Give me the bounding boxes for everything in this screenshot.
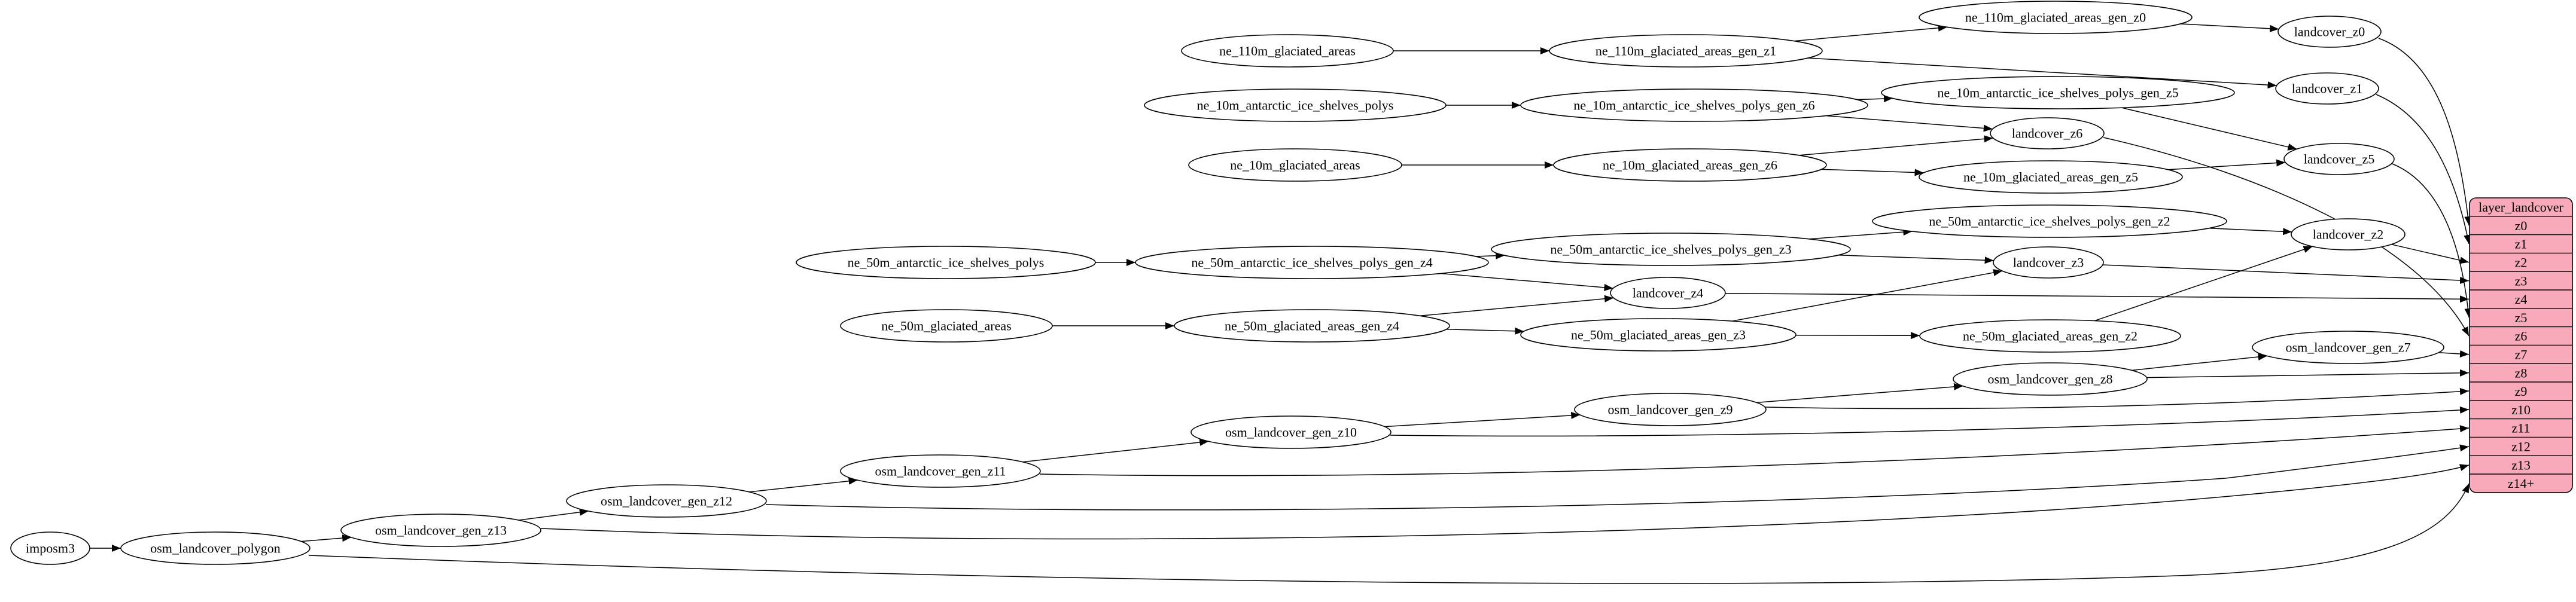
node-ne_10m_glaciated_areas_gen_z6-label: ne_10m_glaciated_areas_gen_z6 xyxy=(1603,157,1777,173)
node-imposm3 xyxy=(11,532,90,564)
node-ne_110m_glaciated_areas_gen_z0-label: ne_110m_glaciated_areas_gen_z0 xyxy=(1965,10,2146,25)
node-osm_landcover_polygon xyxy=(121,532,310,564)
node-ne_10m_antarctic_ice_shelves_polys-label: ne_10m_antarctic_ice_shelves_polys xyxy=(1196,97,1394,113)
node-ne_10m_glaciated_areas_gen_z5 xyxy=(1919,161,2182,193)
table-row-z12: z12 xyxy=(2511,439,2531,454)
table-row-z9: z9 xyxy=(2514,384,2528,399)
node-ne_50m_antarctic_ice_shelves_polys xyxy=(796,246,1095,279)
node-osm_landcover_gen_z10 xyxy=(1191,416,1391,448)
node-osm_landcover_gen_z9-label: osm_landcover_gen_z9 xyxy=(1607,402,1733,417)
node-ne_10m_glaciated_areas-label: ne_10m_glaciated_areas xyxy=(1230,157,1360,173)
node-ne_50m_glaciated_areas_gen_z4-label: ne_50m_glaciated_areas_gen_z4 xyxy=(1225,318,1399,334)
table-row-z1: z1 xyxy=(2514,236,2528,252)
table-row-z5: z5 xyxy=(2514,310,2528,325)
node-landcover_z2-label: landcover_z2 xyxy=(2312,227,2384,242)
node-ne_50m_antarctic_ice_shelves_polys_gen_z3 xyxy=(1491,233,1850,265)
node-ne_50m_glaciated_areas_gen_z3-label: ne_50m_glaciated_areas_gen_z3 xyxy=(1571,327,1746,343)
table-row-z14+: z14+ xyxy=(2507,476,2535,491)
node-landcover_z0-label: landcover_z0 xyxy=(2294,24,2365,39)
node-osm_landcover_polygon-label: osm_landcover_polygon xyxy=(150,540,281,556)
node-landcover_z0 xyxy=(2278,16,2381,47)
node-landcover_z2 xyxy=(2291,219,2405,250)
node-ne_50m_antarctic_ice_shelves_polys_gen_z2 xyxy=(1872,205,2227,237)
node-osm_landcover_gen_z10-label: osm_landcover_gen_z10 xyxy=(1225,424,1357,440)
node-ne_10m_antarctic_ice_shelves_polys xyxy=(1144,89,1446,121)
node-ne_110m_glaciated_areas_gen_z0 xyxy=(1919,1,2192,33)
node-ne_50m_glaciated_areas_gen_z2 xyxy=(1920,320,2181,352)
node-ne_50m_glaciated_areas_gen_z4 xyxy=(1174,310,1450,342)
node-osm_landcover_gen_z8-label: osm_landcover_gen_z8 xyxy=(1987,371,2113,387)
table-row-z3: z3 xyxy=(2514,273,2528,289)
node-ne_10m_glaciated_areas_gen_z5-label: ne_10m_glaciated_areas_gen_z5 xyxy=(1963,169,2138,185)
node-ne_10m_glaciated_areas xyxy=(1189,149,1402,181)
node-ne_10m_antarctic_ice_shelves_polys_gen_z6-label: ne_10m_antarctic_ice_shelves_polys_gen_z6 xyxy=(1573,97,1815,113)
table-row-z4: z4 xyxy=(2514,292,2528,307)
zoom-table-layer xyxy=(2470,198,2572,493)
node-ne_50m_antarctic_ice_shelves_polys_gen_z2-label: ne_50m_antarctic_ice_shelves_polys_gen_z2 xyxy=(1929,213,2170,229)
node-osm_landcover_gen_z9 xyxy=(1575,393,1766,426)
node-osm_landcover_gen_z7 xyxy=(2252,331,2444,363)
node-landcover_z5-label: landcover_z5 xyxy=(2303,151,2375,167)
node-ne_50m_antarctic_ice_shelves_polys-label: ne_50m_antarctic_ice_shelves_polys xyxy=(847,255,1045,270)
node-ne_50m_antarctic_ice_shelves_polys_gen_z3-label: ne_50m_antarctic_ice_shelves_polys_gen_z3 xyxy=(1550,242,1792,257)
node-ne_110m_glaciated_areas_gen_z1 xyxy=(1549,35,1822,67)
node-ne_110m_glaciated_areas_gen_z1-label: ne_110m_glaciated_areas_gen_z1 xyxy=(1595,43,1777,59)
edge-ne_50m_glaciated_areas_gen_z3-to-ne_50m_glaciated_areas_gen_z2 xyxy=(1796,335,1920,336)
node-ne_50m_antarctic_ice_shelves_polys_gen_z4 xyxy=(1135,246,1488,279)
node-ne_50m_antarctic_ice_shelves_polys_gen_z4-label: ne_50m_antarctic_ice_shelves_polys_gen_z4 xyxy=(1191,255,1433,270)
node-landcover_z6-label: landcover_z6 xyxy=(2011,126,2083,141)
table-row-z0: z0 xyxy=(2514,218,2528,233)
node-landcover_z5 xyxy=(2284,143,2394,175)
table-row-z13: z13 xyxy=(2511,457,2531,473)
node-landcover_z4 xyxy=(1610,277,1725,308)
node-landcover_z1 xyxy=(2276,73,2379,104)
node-ne_110m_glaciated_areas xyxy=(1182,35,1393,67)
table-row-z8: z8 xyxy=(2514,365,2528,381)
node-ne_50m_glaciated_areas_gen_z3 xyxy=(1521,319,1796,351)
node-landcover_z3 xyxy=(1993,247,2103,278)
node-landcover_z4-label: landcover_z4 xyxy=(1632,285,1704,301)
node-ne_50m_glaciated_areas_gen_z2-label: ne_50m_glaciated_areas_gen_z2 xyxy=(1963,328,2137,344)
node-ne_110m_glaciated_areas-label: ne_110m_glaciated_areas xyxy=(1219,43,1356,59)
node-osm_landcover_gen_z11-label: osm_landcover_gen_z11 xyxy=(875,463,1006,479)
node-osm_landcover_gen_z13-label: osm_landcover_gen_z13 xyxy=(375,522,507,538)
node-landcover_z3-label: landcover_z3 xyxy=(2012,255,2084,270)
node-ne_10m_antarctic_ice_shelves_polys_gen_z6 xyxy=(1521,89,1868,121)
table-row-z7: z7 xyxy=(2514,347,2528,362)
node-osm_landcover_gen_z7-label: osm_landcover_gen_z7 xyxy=(2285,340,2411,355)
node-osm_landcover_gen_z11 xyxy=(841,455,1040,487)
node-ne_10m_antarctic_ice_shelves_polys_gen_z5-label: ne_10m_antarctic_ice_shelves_polys_gen_z5 xyxy=(1937,85,2179,100)
node-osm_landcover_gen_z13 xyxy=(341,514,541,546)
node-ne_10m_antarctic_ice_shelves_polys_gen_z5 xyxy=(1881,77,2234,109)
node-landcover_z6 xyxy=(1990,118,2104,149)
layer-table-title: layer_landcover xyxy=(2478,200,2563,215)
node-osm_landcover_gen_z8 xyxy=(1953,363,2147,395)
node-osm_landcover_gen_z12 xyxy=(567,485,766,517)
node-imposm3-label: imposm3 xyxy=(26,540,75,556)
node-ne_10m_glaciated_areas_gen_z6 xyxy=(1554,149,1826,181)
node-ne_50m_glaciated_areas xyxy=(841,310,1052,342)
node-osm_landcover_gen_z12-label: osm_landcover_gen_z12 xyxy=(601,493,732,509)
node-ne_50m_glaciated_areas-label: ne_50m_glaciated_areas xyxy=(881,318,1012,334)
table-row-z2: z2 xyxy=(2514,255,2528,270)
node-landcover_z1-label: landcover_z1 xyxy=(2291,81,2363,96)
table-row-z10: z10 xyxy=(2511,402,2531,417)
table-row-z11: z11 xyxy=(2511,420,2531,436)
table-row-z6: z6 xyxy=(2514,328,2528,344)
